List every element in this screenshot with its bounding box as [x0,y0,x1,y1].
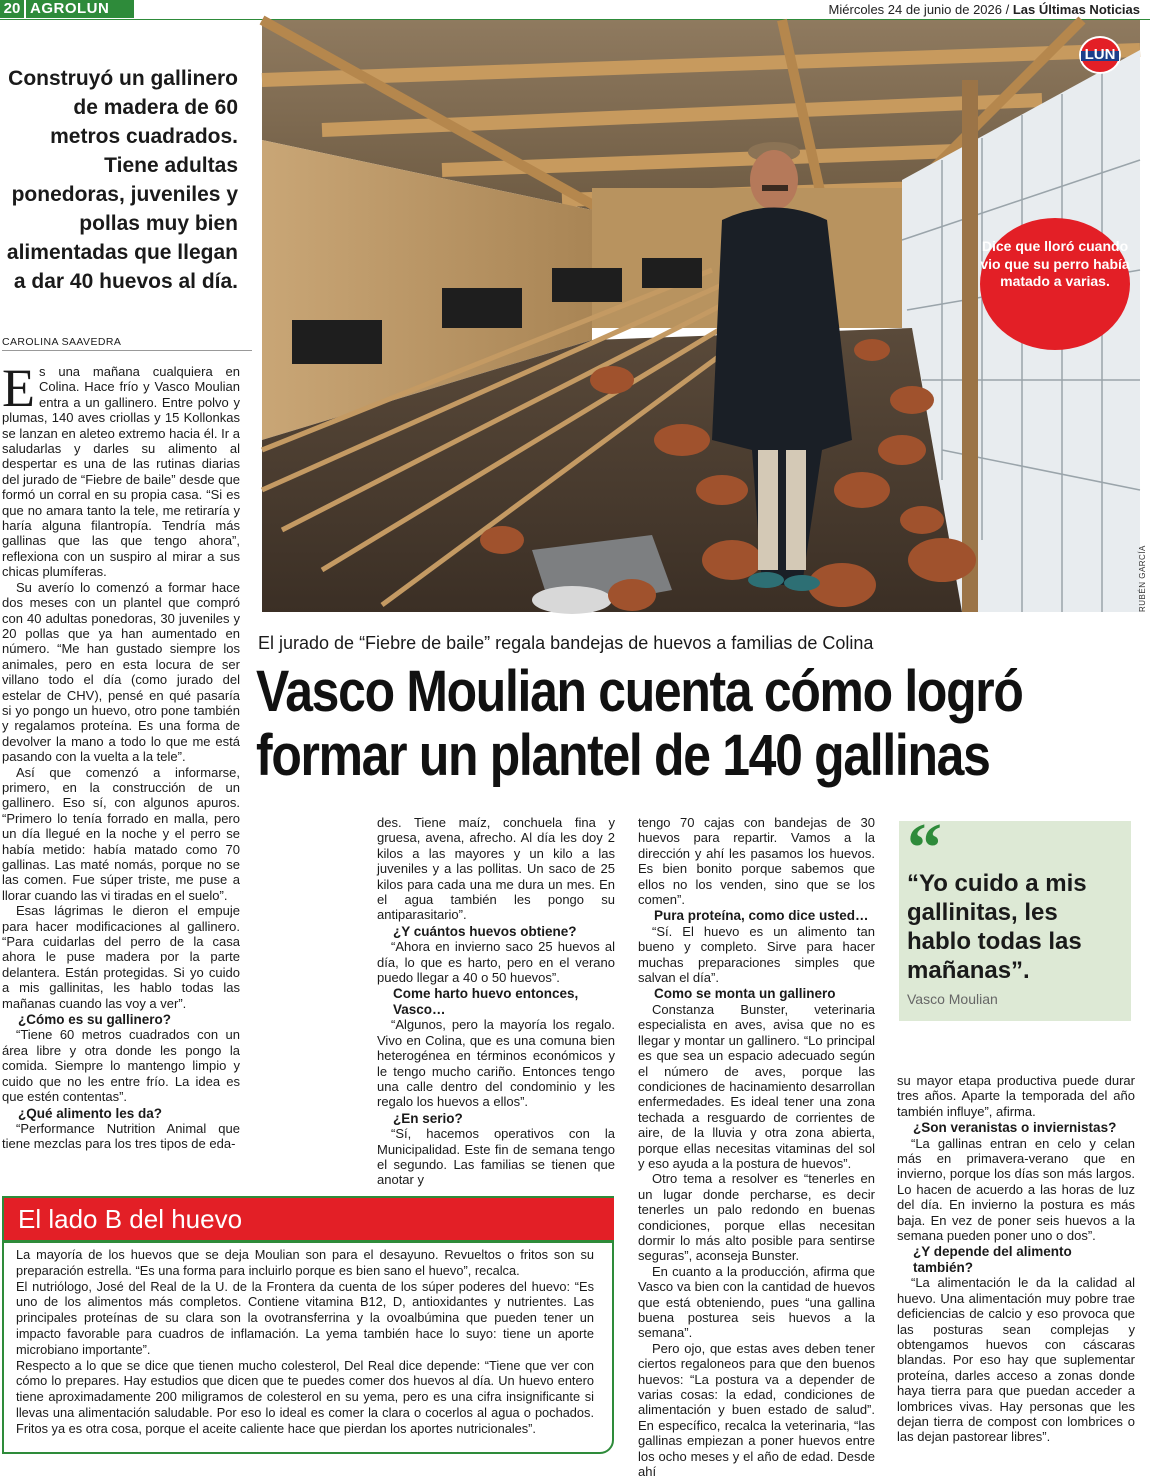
quote-text: “Yo cuido a mis gallinitas, les hablo todas las mañanas”. [907,870,1087,984]
section-name: AGROLUN [26,0,134,18]
page-number: 20 [0,0,24,18]
interview-question: ¿En serio? [393,1110,463,1126]
interview-question: ¿Son veranistas o inviernistas? [913,1120,1117,1136]
sidebar-paragraph: La mayoría de los huevos que se deja Moulian son para el desayuno. Revueltos o fritos son su preparación estrella. “Es una forma para incluirlo porque es bien sano el huevo”, recalca. [16,1247,594,1278]
interview-question: Pura proteína, como dice usted… [654,908,869,924]
article-paragraph: Pero ojo, que estas aves deben tener ciertos regaloneos para que den buenos huevos: “La postura va a depender de varias cosas: la edad, condiciones de alimentación y buen estado de salud”. En específico, recalca la veterinaria, “las gallinas empiezan a poner huevos entre los ocho meses y el año de edad. Desde ahí [638,1340,875,1479]
pull-quote [899,810,1131,1021]
subheading: Como se monta un gallinero [654,986,836,1002]
article-column-3 [638,815,875,1479]
byline: CAROLINA SAAVEDRA [2,336,252,351]
article-paragraph: “Sí, hacemos operativos con la Municipalidad. Este fin de semana tengo el segundo. Las familias se tienen que anotar y [377,1126,615,1188]
article-paragraph: Esas lágrimas le dieron el empuje para hacer modificaciones al gallinero. “Para cuidarlas del perro de la casa ahora le puse madera por la parte delantera. Están protegidas. Si yo cuido a mis gallinitas, les hablo todas las mañanas cuando las voy a ver”. [2,903,240,1011]
date-line [829,1,1140,19]
lun-logo [1079,36,1121,74]
kicker: El jurado de “Fiebre de baile” regala bandejas de huevos a familias de Colina [258,633,874,653]
article-column-4 [897,1073,1135,1445]
article-paragraph: “Sí. El huevo es un alimento tan bueno y completo. Sirve para hacer muchas preparaciones simples que salvan el día”. [638,923,875,986]
sidebar-paragraph: Respecto a lo que se dice que tienen mucho colesterol, Del Real dice depende: “Tiene que ver con cómo lo prepares. Hay estudios que dicen que te puedes comer dos huevos al día. Un huevo entero tiene aproximadamente 200 miligramos de colesterol en su yema, pero es una cifra insignificante si llevas una alimentación saludable. Por eso lo ideal es comer la clara o cocerlos al agua o pochados. Fritos ya es otra cosa, porque el aceite caliente hace que pierdan los aportes nutricionales”. [16,1357,594,1436]
interview-question: ¿Y cuántos huevos obtiene? [393,923,577,939]
article-paragraph: “Ahora en invierno saco 25 huevos al día, lo que es harto, pero en el verano puedo llegar a 40 o 50 huevos”. [377,939,615,986]
article-paragraph: Su averío lo comenzó a formar hace dos meses con un plantel que compró con 40 adultas ponedoras, 30 juveniles y 20 pollas que ya han aumentado en número. “Me han gustado siempre los animales, pero en esta locura de ser villano todo el día (como jurado del estelar de CHV), pensé en qué pasaría si yo pongo un huevo, otro pone también y regalamos proteína. Es una forma de devolver la mano a todo lo que me está pasando con la vuelta a la tele”. [2,579,240,765]
article-paragraph: “Tiene 60 metros cuadrados con un área libre y otra donde les pongo la comida. Siempre lo mantengo limpio y cuido que no les entre frío. La idea es que estén contentas”. [2,1027,240,1105]
interview-question: ¿Y depende del alimento también? [913,1244,1072,1275]
article-paragraph: Constanza Bunster, veterinaria especialista en aves, avisa que no es llegar y montar un gallinero. “Lo principal es que sea un espacio adecuado según el número de aves, porque las condiciones de hacinamiento desarrollan enfermedades. Es ideal tener una zona techada a resguardo de corrientes de aire, de la lluvia y otra zona abierta, porque ellas necesitas vitaminas del sol y eso ayuda a la postura de huevos”. [638,1001,875,1171]
article-paragraph: su mayor etapa productiva puede durar tres años. Aparte la temporada del año también influye”, afirma. [897,1073,1135,1119]
interview-question: ¿Cómo es su gallinero? [18,1012,172,1028]
date-separator: / [1002,2,1013,17]
lun-logo-text: LUN [1084,46,1116,63]
photo-credit: RUBÉN GARCÍA [1138,545,1147,612]
article-paragraph [2,358,240,580]
quote-author: Vasco Moulian [907,991,998,1007]
article-column-1 [2,358,240,1152]
article-paragraph: En cuanto a la producción, afirma que Vasco va bien con la cantidad de huevos que está obteniendo, pues “una gallina buena posturea seis huevos a la semana”. [638,1263,875,1341]
article-paragraph: des. Tiene maíz, conchuela fina y gruesa, avena, afrecho. Al día les doy 2 kilos a las mayores y un kilo a las juveniles y a las pollitas. Un saco de 25 kilos para cada una me dura un mes. En el agua también les pongo su antiparasitario”. [377,815,615,923]
headline-text: Vasco Moulian cuenta cómo logró formar un plantel de 140 gallinas [256,659,1023,788]
paragraph-text: s una mañana cualquiera en Colina. Hace frío y Vasco Moulian entra a un gallinero. Entre polvo y plumas, 140 aves criollas y 15 Kollonkas se lanzan en aleteo extremo hacia él. Ir a saludarlas y darles su alimento al despertar es una de las rutinas diarias del jurado de “Fiebre de baile” desde que formó un corral en su propia casa. “Si es que no amara tanto la tele, me retiraría y haría alguna filantropía. Tendría más gallinas que las que tengo ahora”, reflexiona con un suspiro al mirar a sus chicas plumíferas. [2,364,240,580]
headline [256,660,1116,788]
interview-question: Come harto huevo entonces, Vasco… [393,986,579,1017]
article-paragraph: Otro tema a resolver es “tenerles en un lugar donde percharse, es decir tenerles un palo redondo en buenas condiciones, porque ellas necesitan dormir lo más alto posible para sentirse seguras”, aconseja Bunster. [638,1171,875,1264]
deck-summary: Construyó un gallinero de madera de 60 metros cuadrados. Tiene adultas ponedoras, juveniles y pollas muy bien alimentadas que llegan a dar 40 huevos al día. [6,67,238,293]
sidebar-paragraph: El nutriólogo, José del Real de la U. de la Frontera da cuenta de los súper poderes del huevo: “Es uno de los alimentos más completos. Contiene vitamina B12, D, antioxidantes y nutrientes. Las principales proteínas de su clara son la ovotransferrina y la ovoalbúmina que pueden tener un impacto favorable para cuadros de inflamación. La yema también hace lo suyo: tiene un aporte microbiano importante”. [16,1278,594,1357]
article-paragraph: Así que comenzó a informarse, primero, en la construcción de un gallinero. Eso sí, con algunos apuros. “Primero lo tenía forrado en malla, pero un día llegué en la noche y el perro se había metido: había matado como 70 gallinas. Las maté nomás, porque no se las comen. Fue súper triste, me puse a llorar cuando las vi tiradas en el suelo”. [2,764,240,903]
sidebar-box [2,1196,614,1454]
article-paragraph: “La alimentación le da la calidad al huevo. Una alimentación muy pobre trae deficiencias de calcio y eso provoca que las posturas sean complejas y obtengamos huevos con cáscaras blandas. Por eso hay que suplementar proteína, darles acceso a zonas donde haya tierra para que puedan acceder a lombrices vivas. Hay personas que les dejan tierra de compost con lombrices o las dejan pastorear libres”. [897,1275,1135,1445]
article-paragraph: “Performance Nutrition Animal que tiene mezclas para los tres tipos de eda- [2,1120,240,1152]
sidebar-body [16,1247,594,1437]
page-header [0,0,1150,20]
drop-cap: E [2,358,35,418]
photo-callout: Dice que lloró cuando vio que su perro había matado a varias. [980,218,1130,350]
article-paragraph: “Algunos, pero la mayoría los regalo. Vivo en Colina, que es una comuna bien heterogénea en términos económicos y le tengo mucho cariño. Entonces tengo una calle dentro del condominio y les regalo los huevos a ellos”. [377,1017,615,1110]
newspaper-name: Las Últimas Noticias [1012,2,1140,17]
article-column-2 [377,815,615,1188]
sidebar-title: El lado B del huevo [4,1198,614,1240]
quote-mark-icon: “ [907,810,942,887]
article-paragraph: tengo 70 cajas con bandejas de 30 huevos para repartir. Vamos a la dirección y ahí les pasamos los huevos. Es bien bonito porque sabemos que ellos no los venden, sino que se los comen”. [638,815,875,908]
article-paragraph: “La gallinas entran en celo y celan más en primavera-verano que en invierno, porque los días son más largos. Lo hacen de acuerdo a las horas de luz del día. En invierno la postura es más baja. En vez de poner seis huevos a la semana pueden poner uno o dos”. [897,1135,1135,1244]
issue-date: Miércoles 24 de junio de 2026 [828,2,1002,17]
interview-question: ¿Qué alimento les da? [18,1105,163,1121]
